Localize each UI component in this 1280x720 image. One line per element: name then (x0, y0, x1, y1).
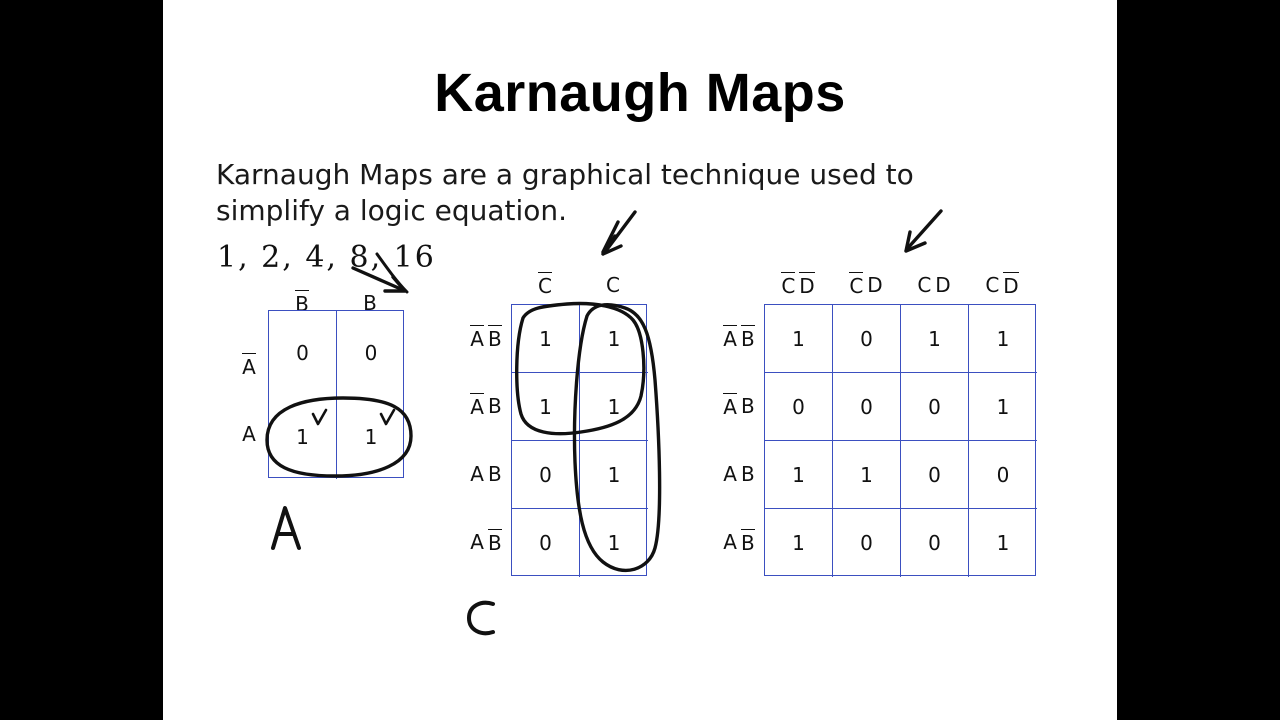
handwritten-number-list: 1, 2, 4, 8, 16 (217, 240, 436, 275)
kmap3-cell-2-1: 1 (580, 441, 648, 509)
arrow-to-four-variable-map (906, 211, 941, 251)
kmap2-row-label-1: A (242, 422, 256, 446)
kmap4-cell-1-0: 0 (765, 373, 833, 441)
kmap4-col-label-2: C D (917, 273, 951, 297)
handwritten-letter-C (469, 603, 493, 633)
kmap4-cell-3-1: 0 (833, 509, 901, 577)
kmap3-col-label-0: C (538, 273, 552, 298)
handwritten-letter-A (273, 508, 299, 548)
kmap3-cell-3-1: 1 (607, 531, 621, 555)
kmap4-row-label-1: A B (723, 394, 755, 419)
kmap3-cell-1-1: 1 (580, 373, 648, 441)
kmap3-row-label-1: A B (470, 394, 502, 419)
kmap2-cell-0-1: 0 (364, 341, 378, 365)
kmap2-grid (268, 310, 404, 478)
kmap4-col-label-1: C D (849, 273, 883, 298)
body-line-2: simplify a logic equation. (216, 194, 568, 227)
kmap4-cell-0-3: 1 (969, 305, 1037, 373)
kmap3-row-label-3: A B (470, 530, 502, 555)
slide-canvas (163, 0, 1117, 720)
kmap2-col-label-1: B (363, 291, 377, 315)
kmap3-cell-0-1: 1 (580, 305, 648, 373)
kmap3-cell-0-0: 1 (512, 305, 580, 373)
kmap4-cell-0-2: 1 (901, 305, 969, 373)
kmap2-cell-1-0: 1 (269, 395, 337, 479)
arrow-to-three-variable-map (603, 212, 635, 254)
kmap4-cell-1-3: 1 (969, 373, 1037, 441)
kmap3-col-label-1: C (606, 273, 620, 297)
kmap2-cell-1-1: 1 (364, 425, 378, 449)
kmap4-cell-1-2: 0 (901, 373, 969, 441)
kmap4-cell-3-2: 0 (901, 509, 969, 577)
kmap4-cell-2-3: 0 (969, 441, 1037, 509)
kmap4-grid (764, 304, 1036, 576)
kmap3-cell-3-0: 0 (512, 509, 580, 577)
kmap3-row-label-2: A B (470, 462, 502, 486)
kmap3-cell-1-0: 1 (512, 373, 580, 441)
kmap3-cell-2-0: 0 (512, 441, 580, 509)
kmap4-cell-1-1: 0 (833, 373, 901, 441)
kmap4-col-label-0: C D (781, 273, 815, 298)
kmap4-cell-2-0: 1 (765, 441, 833, 509)
kmap4-cell-0-0: 1 (765, 305, 833, 373)
kmap4-col-label-3: C D (985, 273, 1019, 298)
kmap4-row-label-0: A B (723, 326, 755, 351)
kmap2-row-label-0: A (242, 354, 256, 379)
kmap4-row-label-2: A B (723, 462, 755, 486)
body-line-1: Karnaugh Maps are a graphical technique used to (216, 158, 914, 191)
kmap4-cell-3-3: 1 (996, 531, 1010, 555)
kmap4-cell-2-2: 0 (901, 441, 969, 509)
kmap2-col-label-0: B (295, 291, 309, 316)
kmap3-grid (511, 304, 647, 576)
kmap4-cell-0-1: 0 (833, 305, 901, 373)
kmap2-cell-0-0: 0 (269, 311, 337, 395)
kmap3-row-label-0: A B (470, 326, 502, 351)
page-title: Karnaugh Maps (434, 63, 846, 123)
kmap4-cell-2-1: 1 (833, 441, 901, 509)
kmap4-cell-3-0: 1 (765, 509, 833, 577)
kmap4-row-label-3: A B (723, 530, 755, 555)
